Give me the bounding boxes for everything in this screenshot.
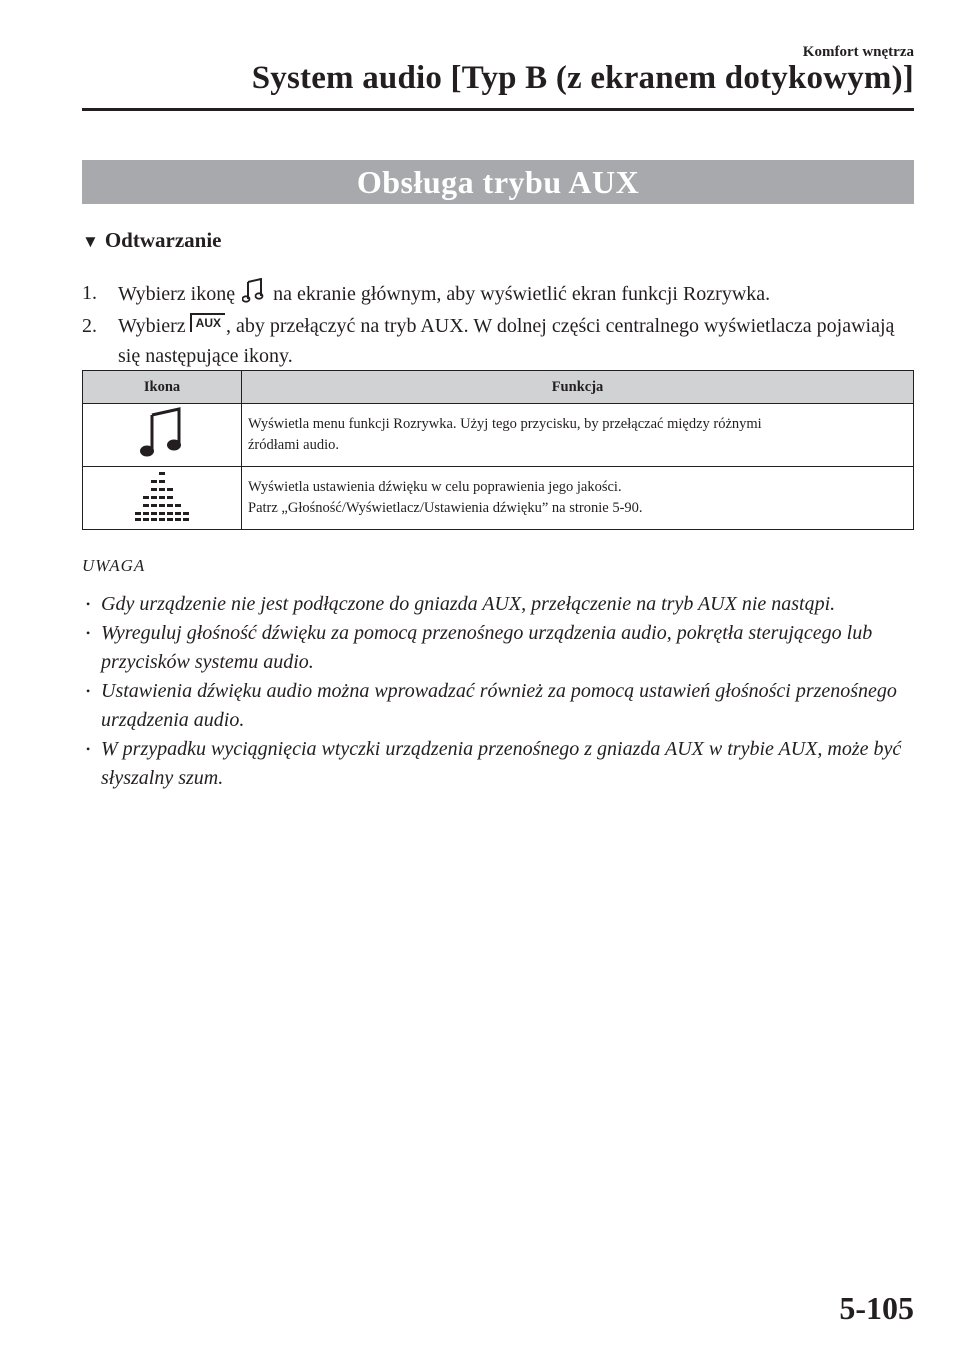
table-header-row <box>83 371 914 404</box>
table-header-function: Funkcja <box>242 371 914 404</box>
step-text-after: , aby przełączyć na tryb AUX. W dolnej części centralnego wyświetlacza pojawiają się następujące ikony. <box>118 315 895 367</box>
table-row <box>83 467 914 530</box>
table-header-icon: Ikona <box>83 371 242 404</box>
subheading-text: Odtwarzanie <box>104 228 222 252</box>
function-description <box>242 467 914 530</box>
page-number: 5-105 <box>839 1290 914 1326</box>
description-line: Wyświetla menu funkcji Rozrywka. Użyj tego przycisku, by przełączać między różnymi <box>248 416 762 432</box>
list-item: • Ustawienia dźwięku audio można wprowadzać również za pomocą ustawień głośności przenośnego urządzenia audio. <box>82 677 914 735</box>
note-list <box>82 590 914 793</box>
step-text-after: na ekranie głównym, aby wyświetlić ekran funkcji Rozrywka. <box>273 283 771 305</box>
list-item: • W przypadku wyciągnięcia wtyczki urządzenia przenośnego z gniazda AUX w trybie AUX, może być słyszalny szum. <box>82 735 914 793</box>
step-item <box>82 278 914 309</box>
note-label: UWAGA <box>82 556 146 575</box>
step-number: 2. <box>82 315 97 337</box>
step-number: 1. <box>82 282 97 304</box>
steps-list <box>82 278 914 373</box>
aux-key-icon: AUX <box>190 313 225 332</box>
description-line: źródłami audio. <box>248 437 340 453</box>
icon-cell <box>83 467 242 530</box>
section-title: Obsługa trybu AUX <box>82 160 914 204</box>
music-note-icon <box>137 406 187 460</box>
triangle-marker-icon: ▼ <box>82 232 99 251</box>
step-text-before: Wybierz <box>118 315 186 337</box>
list-item: • Wyreguluj głośność dźwięku za pomocą przenośnego urządzenia audio, pokrętła sterującego lub przycisków systemu audio. <box>82 619 914 677</box>
function-table <box>82 370 914 530</box>
table-row <box>83 404 914 467</box>
step-text <box>118 311 914 371</box>
list-item: • Gdy urządzenie nie jest podłączone do gniazda AUX, przełączenie na tryb AUX nie nastąpi. <box>82 590 914 619</box>
page-title: System audio [Typ B (z ekranem dotykowym)] <box>251 60 914 96</box>
title-rule <box>82 108 914 111</box>
description-line: Wyświetla ustawienia dźwięku w celu poprawienia jego jakości. <box>248 479 622 495</box>
description-line: Patrz „Głośność/Wyświetlacz/Ustawienia dźwięku” na stronie 5-90. <box>248 500 643 516</box>
music-note-icon <box>242 278 264 304</box>
function-description <box>242 404 914 467</box>
chapter-label: Komfort wnętrza <box>802 44 914 60</box>
subheading <box>82 228 221 253</box>
equalizer-icon <box>133 470 191 522</box>
step-text-before: Wybierz ikonę <box>118 283 236 305</box>
icon-cell <box>83 404 242 467</box>
step-item <box>82 311 914 371</box>
step-text <box>118 278 914 309</box>
